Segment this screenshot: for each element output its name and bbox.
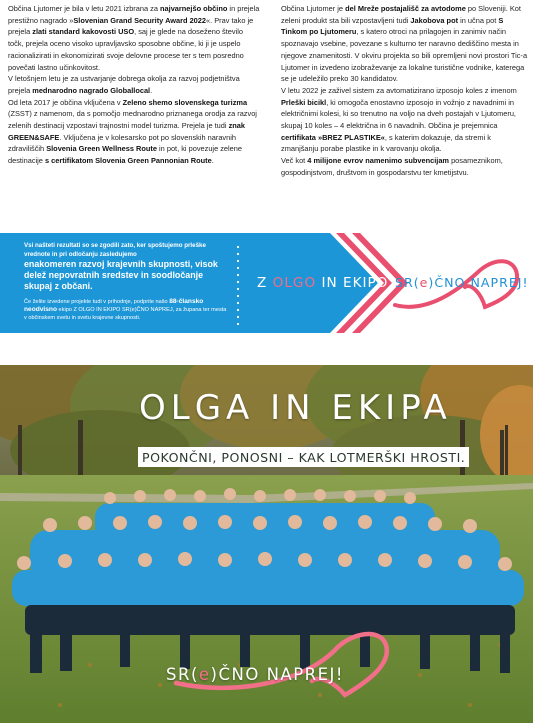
highlight-pannonian-route: s certifikatom Slovenia Green Pannonian Route [44, 156, 212, 166]
band-note [24, 298, 229, 322]
highlight-bike-system: Prleški bicikl [281, 97, 327, 107]
text-run: po Sloveniji. Kot zeleni produkt sta bili vzpostavljeni tudi [281, 4, 521, 25]
text-run: Več kot [281, 156, 308, 166]
band-highlight: enakomeren razvoj krajevnih skupnosti, visok delež nepovratnih sredstev in soodločanje skupaj z občani. [24, 259, 218, 292]
right-paragraph-3 [281, 155, 528, 178]
text-run: «. Prav tako je prejela [8, 15, 254, 37]
text-run: , ki omogoča enostavno izposojo in vožnjo z navadnimi in električnimi kolesi, ki so trenutno na voljo na dveh postajah v Ljutomeru, skupaj 10 koles – 4 električna in 6 navadnih. Občina je prejemnica [281, 97, 516, 131]
left-paragraph-1 [8, 3, 260, 73]
campaign-slogan [257, 275, 388, 291]
band-copy [24, 242, 229, 322]
photo-subtitle: POKONČNI, PONOSNI – KAK LOTMERŠKI HROSTI. [138, 447, 469, 467]
text-run: Od leta 2017 je občina vključena v [8, 97, 123, 107]
text-run: )ČNO NAPREJ! [428, 275, 529, 290]
highlight-tinko-trail: S Tinkom po Ljutomeru [281, 15, 504, 37]
highlight-wellness-route: Slovenia Green Wellness Route [46, 144, 157, 154]
srecno-naprej-bottom [166, 665, 344, 684]
right-text-column [281, 3, 528, 179]
band-intro: Vsi našteti rezultati so se zgodili zato, ker spoštujemo prleške vrednote in pri odločanju zasledujemo [24, 242, 206, 258]
text-run: in učna pot [458, 15, 499, 25]
text-run: V letu 2022 je zaživel sistem za avtomatizirano izposojo koles z imenom [281, 85, 517, 95]
highlight-security-award: Slovenian Grand Security Award 2022 [73, 15, 207, 25]
slogan-olga: OLGO [272, 275, 317, 291]
dotted-divider [236, 245, 240, 325]
text-run: . [211, 156, 214, 166]
text-run: )ČNO NAPREJ! [210, 665, 345, 684]
highlight-uso-standard: zlati standard kakovosti USO [32, 27, 135, 37]
text-run: Občina Ljutomer je bila v letu 2021 izbrana za [8, 4, 161, 13]
text-run: SR( [166, 665, 199, 684]
text-run: IN EKIPO [316, 275, 389, 291]
left-paragraph-2 [8, 73, 260, 96]
srecno-naprej-logo [395, 275, 529, 290]
highlight-green-scheme: Zeleno shemo slovenskega turizma [122, 97, 248, 107]
text-run: Občina Ljutomer je [281, 4, 346, 13]
photo-title: OLGA IN EKIPA [139, 388, 452, 428]
text-run: , s katero otroci na prilagojen in zanimiv način spoznavajo vsebine, povezane s kulturno ter naravno dediščino mesta in njegove znamenitosti. V okviru projekta so bili opremljeni novi prostori Tic-a Ljutomer in izvedeno izobraževanje za lokalne turistične vodnike, katerega se je udeležilo preko 30 kandidatov. [281, 27, 528, 84]
srecno-accent: e [419, 275, 429, 290]
right-paragraph-2 [281, 85, 528, 155]
srecno-accent: e [198, 665, 211, 684]
highlight-globallocal: mednarodno nagrado Globallocal [32, 85, 151, 95]
highlight-safest-municipality: najvarnejšo občino [160, 4, 228, 13]
text-run: Če želite izvedene projekte tudi v prihodnje, podprite našo [24, 299, 170, 306]
highlight-plastic-free: certifikata »BREZ PLASTIKE« [281, 132, 385, 142]
text-run: in prejela prestižno nagrado » [8, 4, 260, 25]
text-run: ekipo Z OLGO IN EKIPO SR(e)ČNO NAPREJ, za župana ter mesta v občinskem svetu in svetu krajevne skupnosti. [24, 307, 227, 322]
text-run: , s katerim dokazuje, da stremi k zmanjšanju porabe plastike in k varovanju okolja. [281, 132, 491, 154]
text-run: V letošnjem letu je za ustvarjanje dobrega okolja za razvoj podjetništva prejela [8, 74, 240, 95]
highlight-green-safe: znak GREEN&SAFE [8, 121, 246, 142]
highlight-camper-network: del Mreže postajališč za avtodome [345, 4, 466, 13]
highlight-subsidies: 4 milijone evrov namenimo subvencijam [307, 156, 450, 166]
highlight-jakobova-pot: Jakobova pot [410, 15, 459, 25]
text-run: SR( [395, 275, 420, 290]
left-text-column [8, 3, 260, 167]
highlight-88-members: 88-člansko neodvisno [24, 298, 204, 314]
text-run: (ZSST) z namenom, da s pomočjo mednarodno priznanega orodja za razvoj zelenih destinacij vzpostavi trajnostni model turizma. Prejela je tudi [8, 109, 257, 131]
left-paragraph-3 [8, 97, 260, 167]
text-run: in pot, ki povezuje zelene destinacije [8, 144, 243, 166]
right-paragraph-1 [281, 3, 528, 85]
text-run: posameznikom, gospodinjstvom, društvom in gospodarstvu ter kmetijstvu. [281, 156, 503, 177]
text-run: . Vključena je v kolesarsko pot po slovenskih naravnih zdraviliščih [8, 132, 236, 154]
text-run: Z [257, 275, 273, 291]
text-run: . [150, 85, 153, 95]
text-run: , saj je glede na doseženo število točk, prejela oceno visoko upravljavsko sposobne občine, ki ji je uspelo racionalizirati in ekonomizirati svoje delovne procese ter s tem posredno povečati lastno učinkovitost. [8, 27, 244, 72]
